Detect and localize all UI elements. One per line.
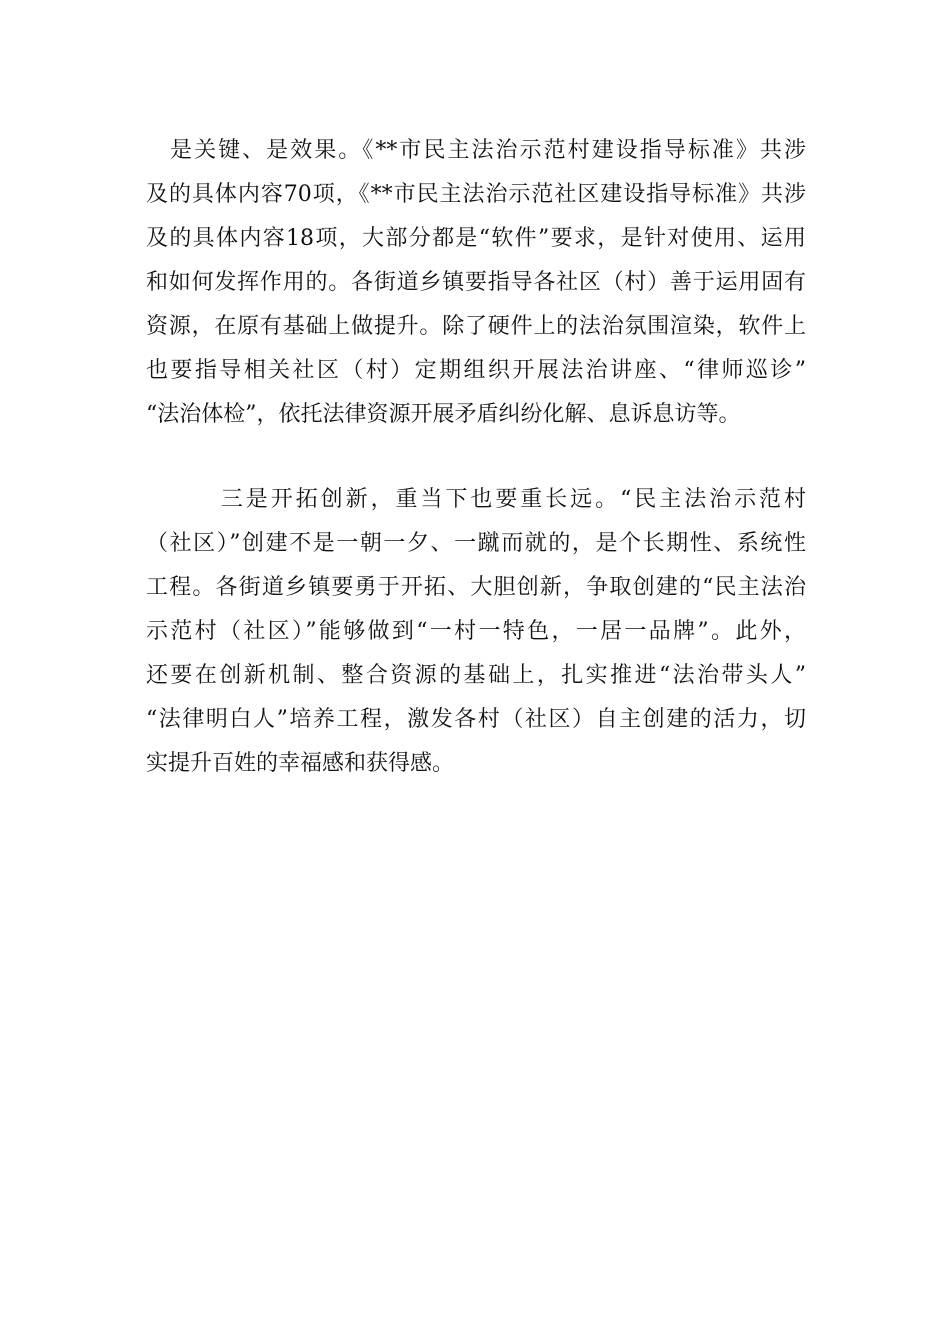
paragraph-line: 及的具体内容70项，《**市民主法治示范社区建设指导标准》共涉 <box>146 182 806 207</box>
paragraph-line: 实提升百姓的幸福感和获得感。 <box>146 751 455 776</box>
paragraph-line: 工程。各街道乡镇要勇于开拓、大胆创新，争取创建的“民主法治 <box>146 575 806 600</box>
paragraph-line: “法治体检”，依托法律资源开展矛盾纠纷化解、息诉息访等。 <box>146 402 741 427</box>
paragraph-line: 及的具体内容18项，大部分都是“软件”要求，是针对使用、运用 <box>146 226 806 251</box>
paragraph-2 <box>146 478 806 786</box>
paragraph-line: 三是开拓创新，重当下也要重长远。“民主法治示范村 <box>146 487 806 512</box>
paragraph-line: （社区）”创建不是一朝一夕、一蹴而就的，是个长期性、系统性 <box>146 531 806 556</box>
paragraph-line: 是关键、是效果。《**市民主法治示范村建设指导标准》共涉 <box>146 138 806 163</box>
paragraph-1 <box>146 129 806 437</box>
paragraph-line: “法律明白人”培养工程，激发各村（社区）自主创建的活力，切 <box>146 707 806 732</box>
paragraph-line: 示范村（社区）”能够做到“一村一特色，一居一品牌”。此外， <box>146 619 806 644</box>
paragraph-line: 还要在创新机制、整合资源的基础上，扎实推进“法治带头人” <box>146 663 806 688</box>
paragraph-line: 也要指导相关社区（村）定期组织开展法治讲座、“律师巡诊” <box>146 358 806 383</box>
paragraph-line: 资源，在原有基础上做提升。除了硬件上的法治氛围渲染，软件上 <box>146 314 806 339</box>
paragraph-line: 和如何发挥作用的。各街道乡镇要指导各社区（村）善于运用固有 <box>146 270 806 295</box>
